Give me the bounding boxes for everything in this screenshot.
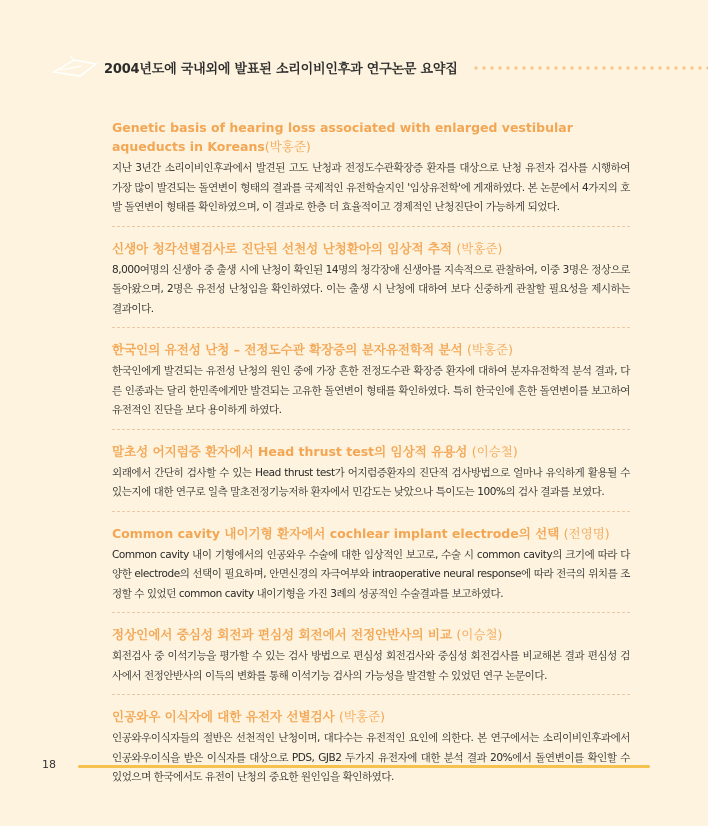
abstract-entry — [112, 625, 630, 695]
abstract-list — [112, 118, 630, 808]
abstract-author: (박홍준) — [264, 139, 311, 154]
page-header — [0, 42, 708, 88]
abstract-body: 회전검사 중 이석기능을 평가할 수 있는 검사 방법으로 편심성 회전검사와 중심성 회전검사를 비교해본 결과 편심성 검사에서 전정안반사의 이득의 변화를 통해 이석기능 검사의 가능성을 발견할 수 있었던 연구 논문이다. — [112, 650, 630, 682]
abstract-entry — [112, 118, 630, 227]
abstract-title: 한국인의 유전성 난청 – 전정도수관 확장증의 분자유전학적 분석 (박홍준) — [112, 342, 514, 357]
page-title: 2004년도에 국내외에 발표된 소리이비인후과 연구논문 요약집 — [104, 62, 458, 77]
abstract-entry — [112, 442, 630, 512]
abstract-body: 8,000여명의 신생아 중 출생 시에 난청이 확인된 14명의 청각장애 신생아를 지속적으로 관찰하여, 이중 3명은 정상으로 돌아왔으며, 2명은 유전성 난청임을 확인하였다. 이는 출생 시 난청에 대하여 보다 신중하게 관찰할 필요성을 제시하는 결과이다. — [112, 263, 630, 315]
abstract-author: (박홍준) — [467, 342, 514, 357]
abstract-author: (이승철) — [471, 443, 518, 459]
abstract-entry — [112, 524, 630, 614]
abstract-title: 정상인에서 중심성 회전과 편심성 회전에서 전정안반사의 비교 (이승철) — [112, 627, 503, 642]
header-dotted-rule — [472, 66, 708, 70]
abstract-author: (박홍준) — [339, 709, 386, 724]
abstract-body: 인공와우이식자들의 절반은 선천적인 난청이며, 대다수는 유전적인 요인에 의한다. 본 연구에서는 소리이비인후과에서 인공와우이식을 받은 이식자를 대상으로 PDS, GJB2 두가지 유전자에 대한 분석 결과 20%에서 돌연변이를 확인할 수 있었으며 한국에서도 유전이 난청의 중요한 원인임을 확인하였다. — [112, 732, 630, 783]
abstract-body: 지난 3년간 소리이비인후과에서 발견된 고도 난청과 전정도수관확장증 환자를 대상으로 난청 유전자 검사를 시행하여 가장 많이 발견되는 돌연변이 형태의 결과를 국제적인 유전학술지인 '임상유전학'에 게재하였다. 본 논문에서 4가지의 호발 돌연변이 형태를 확인하였으며, 이 결과로 한층 더 효율적이고 경제적인 난청진단이 가능하게 되었다. — [112, 162, 630, 213]
pen-nib-logo-icon — [52, 54, 102, 78]
page-number: 18 — [42, 758, 56, 771]
abstract-title: Genetic basis of hearing loss associated with enlarged vestibular aqueducts in Koreans(박홍준) — [112, 120, 573, 154]
abstract-author: (박홍준) — [456, 240, 503, 256]
footer-rule — [78, 765, 650, 768]
abstract-title: 인공와우 이식자에 대한 유전자 선별검사 (박홍준) — [112, 709, 386, 724]
abstract-author: (이승철) — [456, 627, 503, 642]
abstract-title: 말초성 어지럼증 환자에서 Head thrust test의 임상적 유용성 (이승철) — [112, 443, 518, 459]
abstract-title: 신생아 청각선별검사로 진단된 선천성 난청환아의 임상적 추적 (박홍준) — [112, 240, 503, 256]
abstract-body: Common cavity 내이 기형에서의 인공와우 수술에 대한 임상적인 보고로, 수술 시 common cavity의 크기에 따라 다양한 electrode의 선택이 필요하며, 안면신경의 자극여부와 intraoperative neural response에 따라 전극의 위치를 조정할 수 있었던 common cavity 내이기형을 가진 3례의 성공적인 수술결과를 보고하였다. — [112, 548, 630, 600]
abstract-author: (전영명) — [563, 525, 610, 541]
abstract-entry — [112, 239, 630, 329]
abstract-title: Common cavity 내이기형 환자에서 cochlear implant electrode의 선택 (전영명) — [112, 525, 610, 541]
abstract-body: 외래에서 간단히 검사할 수 있는 Head thrust test가 어지럼증환자의 진단적 검사방법으로 얼마나 유익하게 활용될 수 있는지에 대한 연구로 일측 말초전정기능저하 환자에서 민감도는 낮았으나 특이도는 100%의 검사 결과를 보였다. — [112, 466, 630, 498]
abstract-entry — [112, 707, 630, 796]
abstract-body: 한국인에게 발견되는 유전성 난청의 원인 중에 가장 흔한 전정도수관 확장증 환자에 대하여 분자유전학적 분석 결과, 다른 인종과는 달리 한민족에게만 발견되는 고유한 돌연변이 형태를 확인하였다. 특히 한국인에 흔한 돌연변이를 보고하여 유전적인 진단을 보다 용이하게 하였다. — [112, 365, 630, 416]
abstract-entry — [112, 340, 630, 430]
